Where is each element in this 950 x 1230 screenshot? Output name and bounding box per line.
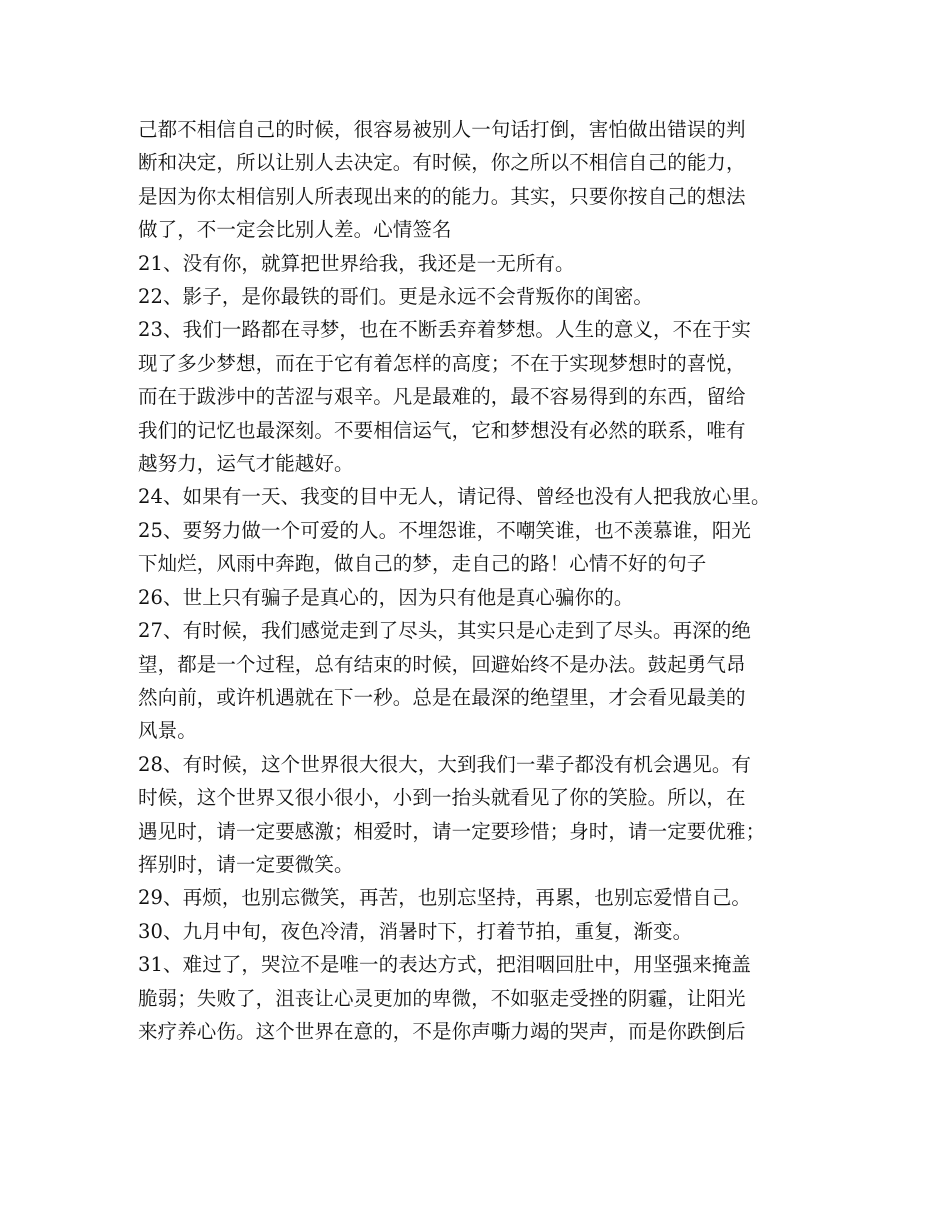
- text-line: 脆弱；失败了，沮丧让心灵更加的卑微，不如驱走受挫的阴霾，让阳光: [138, 986, 746, 1010]
- text-line: 风景。: [138, 719, 197, 743]
- text-line: 下灿烂，风雨中奔跑，做自己的梦，走自己的路！心情不好的句子: [138, 552, 707, 576]
- text-line: 现了多少梦想，而在于它有着怎样的高度；不在于实现梦想时的喜悦，: [138, 351, 746, 375]
- text-line: 做了，不一定会比别人差。心情签名: [138, 218, 452, 242]
- text-line: 30、九月中旬，夜色冷清，消暑时下，打着节拍，重复，渐变。: [138, 919, 693, 943]
- text-line: 而在于跋涉中的苦涩与艰辛。凡是最难的，最不容易得到的东西，留给: [138, 385, 746, 409]
- text-line: 越努力，运气才能越好。: [138, 452, 354, 476]
- text-line: 23、我们一路都在寻梦，也在不断丢弃着梦想。人生的意义，不在于实: [138, 318, 752, 342]
- text-line: 来疗养心伤。这个世界在意的，不是你声嘶力竭的哭声，而是你跌倒后: [138, 1019, 746, 1043]
- text-line: 24、如果有一天、我变的目中无人，请记得、曾经也没有人把我放心里。: [138, 485, 771, 509]
- text-line: 断和决定，所以让别人去决定。有时候，你之所以不相信自己的能力，: [138, 151, 746, 175]
- text-line: 遇见时，请一定要感激；相爱时，请一定要珍惜；身时，请一定要优雅；: [138, 819, 766, 843]
- text-line: 时候，这个世界又很小很小，小到一抬头就看见了你的笑脸。所以，在: [138, 786, 746, 810]
- text-line: 31、难过了，哭泣不是唯一的表达方式，把泪咽回肚中，用坚强来掩盖: [138, 953, 752, 977]
- text-line: 27、有时候，我们感觉走到了尽头，其实只是心走到了尽头。再深的绝: [138, 619, 752, 643]
- text-line: 29、再烦，也别忘微笑，再苦，也别忘坚持，再累，也别忘爱惜自己。: [138, 886, 752, 910]
- text-line: 是因为你太相信别人所表现出来的的能力。其实，只要你按自己的想法: [138, 184, 746, 208]
- text-line: 挥别时，请一定要微笑。: [138, 852, 354, 876]
- text-line: 己都不相信自己的时候，很容易被别人一句话打倒，害怕做出错误的判: [138, 118, 746, 141]
- text-line: 25、要努力做一个可爱的人。不埋怨谁，不嘲笑谁，也不羡慕谁，阳光: [138, 518, 752, 542]
- text-line: 我们的记忆也最深刻。不要相信运气，它和梦想没有必然的联系，唯有: [138, 418, 746, 442]
- text-line: 28、有时候，这个世界很大很大，大到我们一辈子都没有机会遇见。有: [138, 752, 752, 776]
- text-line: 26、世上只有骗子是真心的，因为只有他是真心骗你的。: [138, 585, 634, 609]
- text-line: 望，都是一个过程，总有结束的时候，回避始终不是办法。鼓起勇气昂: [138, 652, 746, 676]
- document-body: [138, 113, 828, 1048]
- text-line: 21、没有你，就算把世界给我，我还是一无所有。: [138, 251, 575, 275]
- text-line: 然向前，或许机遇就在下一秒。总是在最深的绝望里，才会看见最美的: [138, 685, 746, 709]
- text-line: 22、影子，是你最铁的哥们。更是永远不会背叛你的闺密。: [138, 285, 654, 309]
